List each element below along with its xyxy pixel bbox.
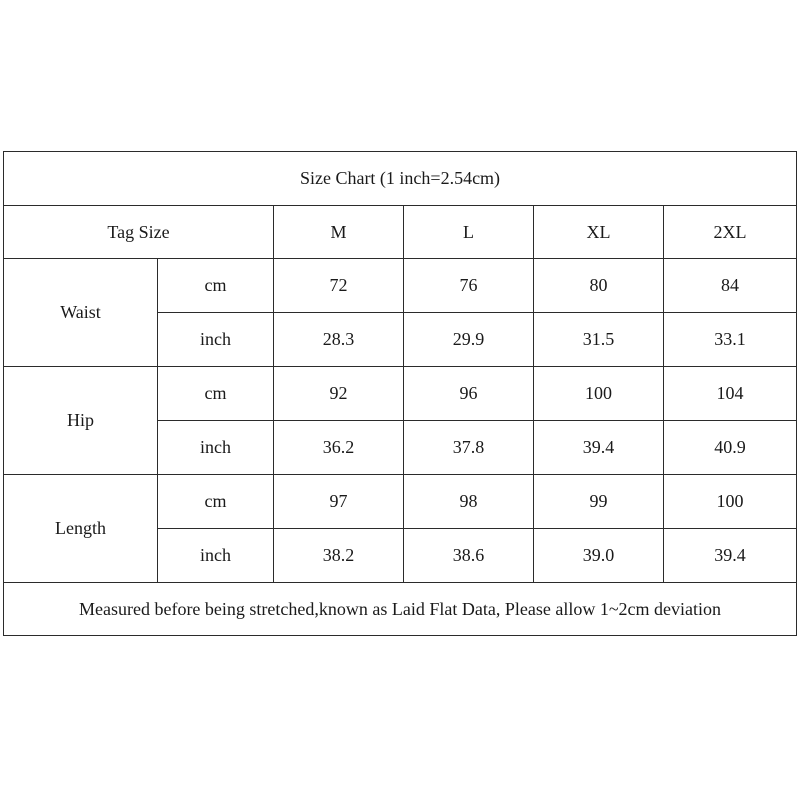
table-cell: 39.4	[534, 421, 664, 475]
table-row	[4, 367, 797, 421]
measurement-note: Measured before being stretched,known as Laid Flat Data, Please allow 1~2cm deviation	[4, 583, 797, 636]
table-cell: 29.9	[404, 313, 534, 367]
unit-label-inch: inch	[158, 529, 274, 583]
table-row	[4, 259, 797, 313]
table-cell: 84	[664, 259, 797, 313]
measure-label-waist: Waist	[4, 259, 158, 367]
table-cell: 92	[274, 367, 404, 421]
title-row	[4, 152, 797, 206]
table-cell: 39.4	[664, 529, 797, 583]
size-chart-table	[3, 151, 797, 636]
table-cell: 39.0	[534, 529, 664, 583]
unit-label-cm: cm	[158, 475, 274, 529]
table-cell: 104	[664, 367, 797, 421]
chart-title: Size Chart (1 inch=2.54cm)	[4, 152, 797, 206]
table-cell: 80	[534, 259, 664, 313]
size-header-l: L	[404, 206, 534, 259]
unit-label-inch: inch	[158, 421, 274, 475]
unit-label-cm: cm	[158, 367, 274, 421]
size-header-m: M	[274, 206, 404, 259]
size-header-2xl: 2XL	[664, 206, 797, 259]
table-cell: 76	[404, 259, 534, 313]
unit-label-cm: cm	[158, 259, 274, 313]
table-cell: 31.5	[534, 313, 664, 367]
measure-label-hip: Hip	[4, 367, 158, 475]
table-cell: 100	[664, 475, 797, 529]
table-cell: 37.8	[404, 421, 534, 475]
table-cell: 38.6	[404, 529, 534, 583]
table-cell: 100	[534, 367, 664, 421]
table-cell: 40.9	[664, 421, 797, 475]
table-row	[4, 475, 797, 529]
unit-label-inch: inch	[158, 313, 274, 367]
table-cell: 98	[404, 475, 534, 529]
table-cell: 72	[274, 259, 404, 313]
table-cell: 97	[274, 475, 404, 529]
note-row	[4, 583, 797, 636]
table-cell: 99	[534, 475, 664, 529]
table-cell: 96	[404, 367, 534, 421]
table-cell: 28.3	[274, 313, 404, 367]
size-header-xl: XL	[534, 206, 664, 259]
table-cell: 38.2	[274, 529, 404, 583]
table-cell: 36.2	[274, 421, 404, 475]
measure-label-length: Length	[4, 475, 158, 583]
tag-size-label: Tag Size	[4, 206, 274, 259]
header-row	[4, 206, 797, 259]
table-cell: 33.1	[664, 313, 797, 367]
